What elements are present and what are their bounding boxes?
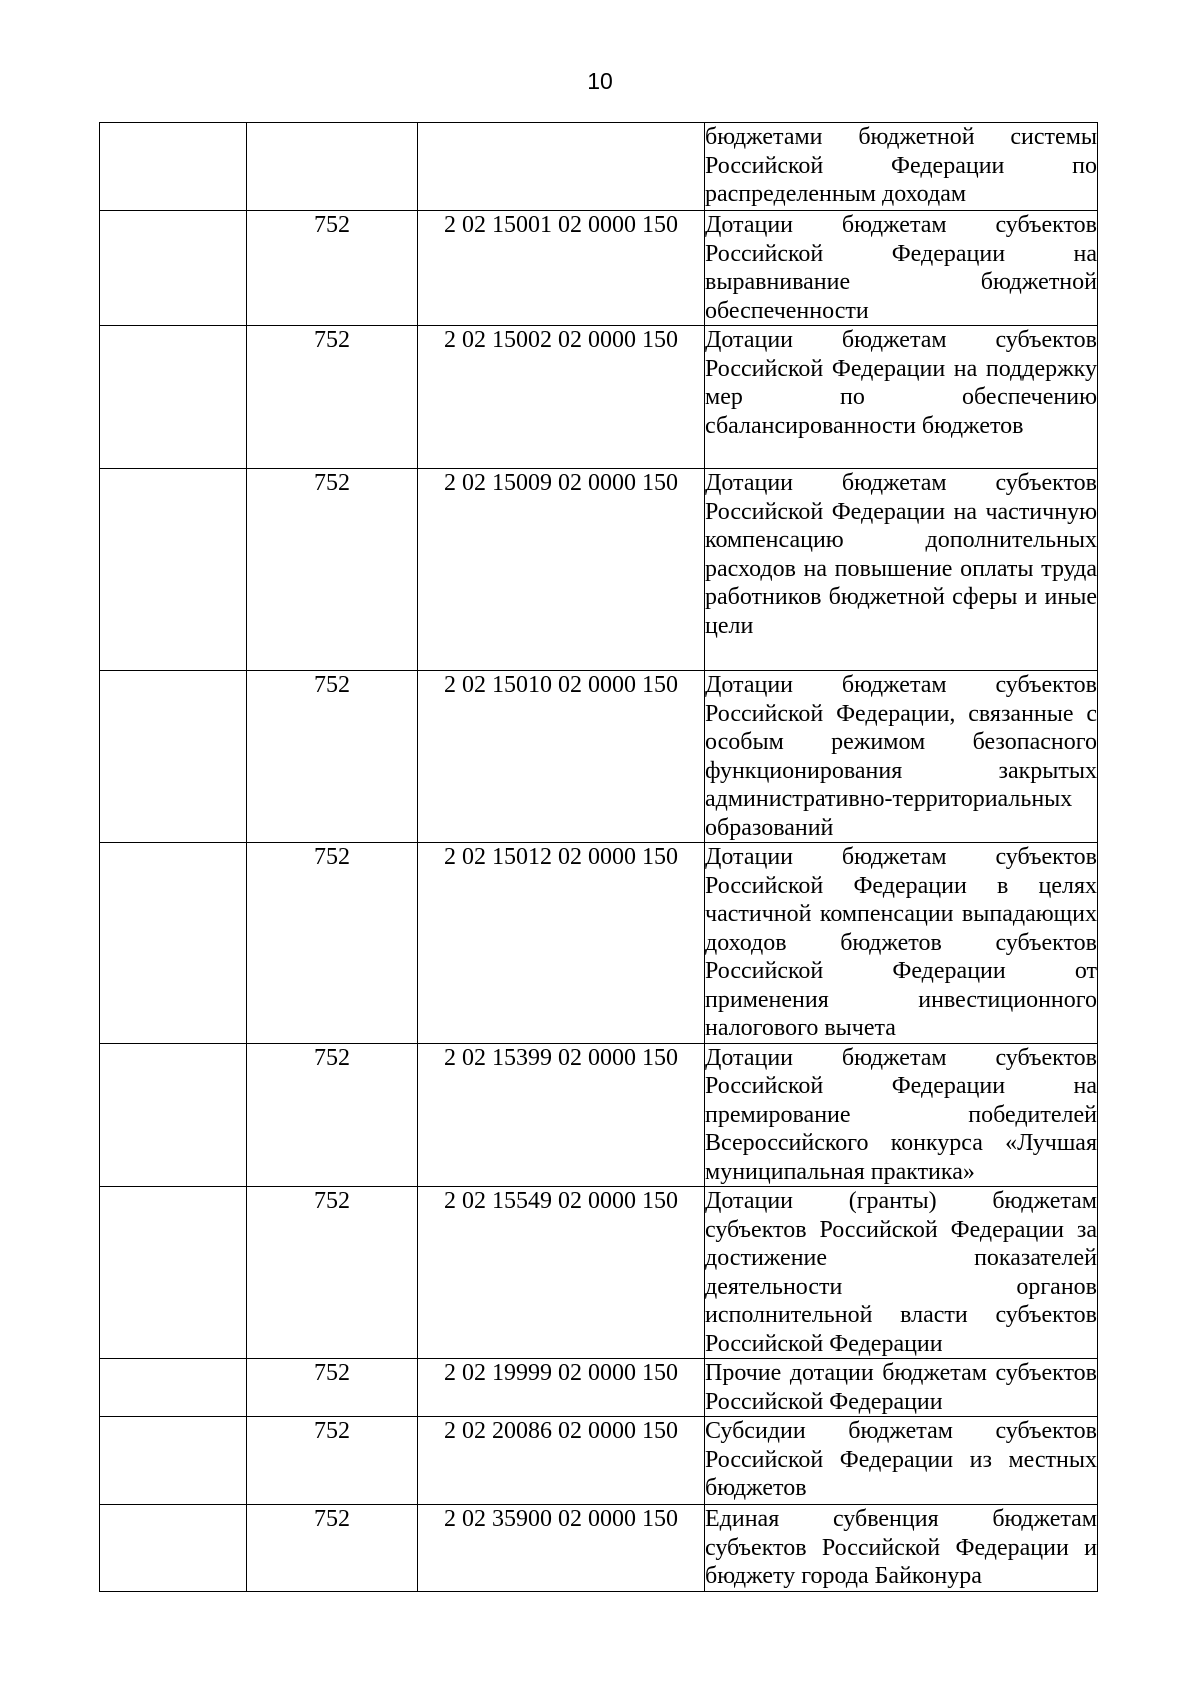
budget-code-cell: 2 02 19999 02 0000 150 [418,1359,705,1417]
admin-code-cell: 752 [247,1359,418,1417]
budget-code-cell: 2 02 35900 02 0000 150 [418,1505,705,1592]
page-number: 10 [587,68,613,94]
empty-cell [100,1043,247,1187]
table-row [100,1043,1098,1187]
admin-code-cell: 752 [247,1417,418,1505]
admin-code-cell: 752 [247,1505,418,1592]
empty-cell [100,671,247,843]
table-row [100,326,1098,469]
table-row [100,671,1098,843]
revenue-name-cell: Прочие дотации бюджетам субъектов Российской Федерации [705,1360,1097,1415]
admin-code-cell: 752 [247,843,418,1044]
revenue-name-cell: Дотации бюджетам субъектов Российской Федерации в целях частичной компенсации выпадающих доходов бюджетов субъектов Российской Федерации от применения инвестиционного налогового вычета [705,844,1097,1041]
table-row [100,843,1098,1044]
table-row [100,211,1098,326]
table-body [100,123,1098,1592]
admin-code-cell: 752 [247,1043,418,1187]
empty-cell [100,1505,247,1592]
revenue-name-cell: Дотации бюджетам субъектов Российской Федерации на выравнивание бюджетной обеспеченности [705,212,1097,324]
empty-cell [100,1417,247,1505]
budget-code-cell: 2 02 20086 02 0000 150 [418,1417,705,1505]
revenue-name-cell: Дотации бюджетам субъектов Российской Федерации, связанные с особым режимом безопасного функционирования закрытых административно-территориальных образований [705,672,1097,841]
revenue-name-cell: Дотации бюджетам субъектов Российской Федерации на поддержку мер по обеспечению сбалансированности бюджетов [705,326,1098,469]
table-row [100,469,1098,671]
revenue-name-cell: Субсидии бюджетам субъектов Российской Федерации из местных бюджетов [705,1417,1098,1505]
empty-cell [100,211,247,326]
budget-codes-table [99,122,1098,1592]
admin-code-cell: 752 [247,469,418,671]
revenue-name-cell: Дотации бюджетам субъектов Российской Федерации на премирование победителей Всероссийского конкурса «Лучшая муниципальная практика» [705,1044,1097,1185]
table-row [100,1187,1098,1359]
admin-code-cell: 752 [247,671,418,843]
budget-code-cell: 2 02 15012 02 0000 150 [418,843,705,1044]
revenue-name-cell: бюджетами бюджетной системы Российской Федерации по распределенным доходам [705,123,1098,211]
budget-code-cell: 2 02 15002 02 0000 150 [418,326,705,469]
table-row [100,1359,1098,1417]
empty-cell [100,1359,247,1417]
budget-code-cell: 2 02 15001 02 0000 150 [418,211,705,326]
revenue-name-cell: Дотации (гранты) бюджетам субъектов Российской Федерации за достижение показателей деятельности органов исполнительной власти субъектов Российской Федерации [705,1188,1097,1357]
empty-cell [100,326,247,469]
admin-code-cell: 752 [247,1187,418,1359]
budget-code-cell [418,123,705,211]
admin-code-cell: 752 [247,326,418,469]
empty-cell [100,123,247,211]
empty-cell [100,843,247,1044]
budget-code-cell: 2 02 15010 02 0000 150 [418,671,705,843]
budget-code-cell: 2 02 15399 02 0000 150 [418,1043,705,1187]
admin-code-cell: 752 [247,211,418,326]
budget-code-cell: 2 02 15549 02 0000 150 [418,1187,705,1359]
empty-cell [100,1187,247,1359]
table-row [100,1417,1098,1505]
budget-code-cell: 2 02 15009 02 0000 150 [418,469,705,671]
table-row [100,1505,1098,1592]
table-row [100,123,1098,211]
revenue-name-cell: Единая субвенция бюджетам субъектов Российской Федерации и бюджету города Байконура [705,1506,1097,1589]
empty-cell [100,469,247,671]
revenue-name-cell: Дотации бюджетам субъектов Российской Федерации на частичную компенсацию дополнительных расходов на повышение оплаты труда работников бюджетной сферы и иные цели [705,469,1098,671]
admin-code-cell [247,123,418,211]
